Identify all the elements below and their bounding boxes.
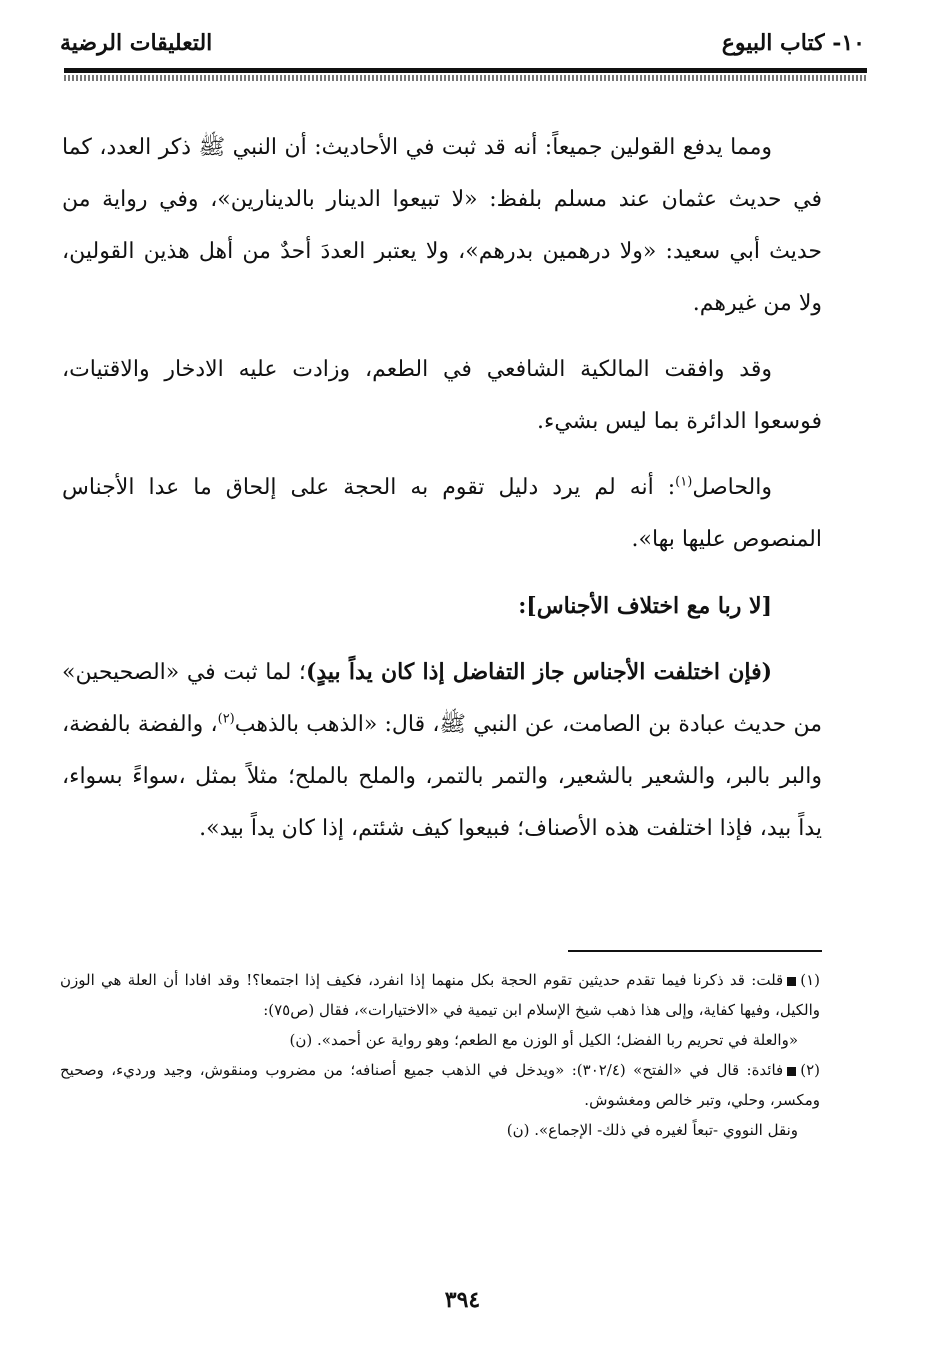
footnote-2-number: (٢) [800,1061,821,1079]
header-rule [64,68,867,73]
book-title: التعليقات الرضية [60,30,213,56]
paragraph-4 [62,646,822,855]
square-bullet-icon [787,977,796,986]
footnote-ref-2: (٢) [217,711,235,727]
footnote-2-text: فائدة: قال في «الفتح» (٣٠٢/٤): «ويدخل في الذهب جميع أصنافه؛ من مضروب ومنقوش، وجيد ورديء، وصحيح ومكسر، وحلي، وتبر خالص ومغشوش. [60,1061,820,1109]
paragraph-4-text-a: ؛ لما ثبت في «الصحيحين» من حديث عبادة بن الصامت، عن النبي ﷺ، قال: «الذهب بالذهب [62,660,822,737]
section-heading: [لا ربا مع اختلاف الأجناس]: [518,593,772,619]
footnote-divider [568,950,822,952]
chapter-title: ١٠- كتاب البيوع [721,30,865,56]
paragraph-4-text-b: ، والفضة بالفضة، والبر بالبر، والشعير بالشعير، والتمر بالتمر، والملح بالملح؛ مثلاً بمثل ،سواءً بسواء، يداً بيد، فإذا اختلفت هذه الأصناف؛ فبيعوا كيف شئتم، إذا كان يداً بيد». [62,712,822,841]
paragraph-2: وقد وافقت المالكية الشافعي في الطعم، وزادت عليه الادخار والاقتيات، فوسعوا الدائرة بما ليس بشيء. [62,357,822,434]
footnote-1 [60,965,820,1025]
footnote-2-last: ونقل النووي -تبعاً لغيره في ذلك- الإجماع». (ن) [506,1121,798,1139]
paragraph-4-lead: (فإن اختلفت الأجناس جاز التفاضل إذا كان يداً بيدٍ) [305,659,772,685]
paragraph-3-rest: : أنه لم يرد دليل تقوم به الحجة على إلحاق ما عدا الأجناس المنصوص عليها بها». [62,475,822,552]
footnote-1-number: (١) [800,971,820,989]
paragraph-3 [62,462,822,566]
footnote-1-quote: «والعلة في تحريم ربا الفضل؛ الكيل أو الوزن مع الطعم؛ وهو رواية عن أحمد». (ن) [289,1031,798,1049]
footnotes [60,965,820,1145]
paragraph-1: ومما يدفع القولين جميعاً: أنه قد ثبت في الأحاديث: أن النبي ﷺ ذكر العدد، كما في حديث عثمان عند مسلم بلفظ: «لا تبيعوا الدينار بالدينارين»، وفي رواية من حديث أبي سعيد: «ولا درهمين بدرهم»، ولا يعتبر العددَ أحدٌ من أهل هذين القولين، ولا من غيرهم. [62,135,822,316]
footnote-1-text: قلت: قد ذكرنا فيما تقدم حديثين تقوم الحجة بكل منهما إذا انفرد، فكيف إذا اجتمعا؟! وقد افادا أن العلة هي الوزن والكيل، وفيها كفاية، وإلى هذا ذهب شيخ الإسلام ابن تيمية في «الاختيارات»، فقال (ص٧٥): [60,971,820,1019]
header-hatch-rule [64,75,867,81]
footnote-ref-1: (١) [675,474,693,490]
running-header [60,30,865,66]
square-bullet-icon [787,1067,796,1076]
footnote-2 [60,1055,820,1115]
main-text [62,122,822,855]
page-number: ٣٩٤ [444,1287,481,1313]
paragraph-3-start: والحاصل [692,475,772,500]
